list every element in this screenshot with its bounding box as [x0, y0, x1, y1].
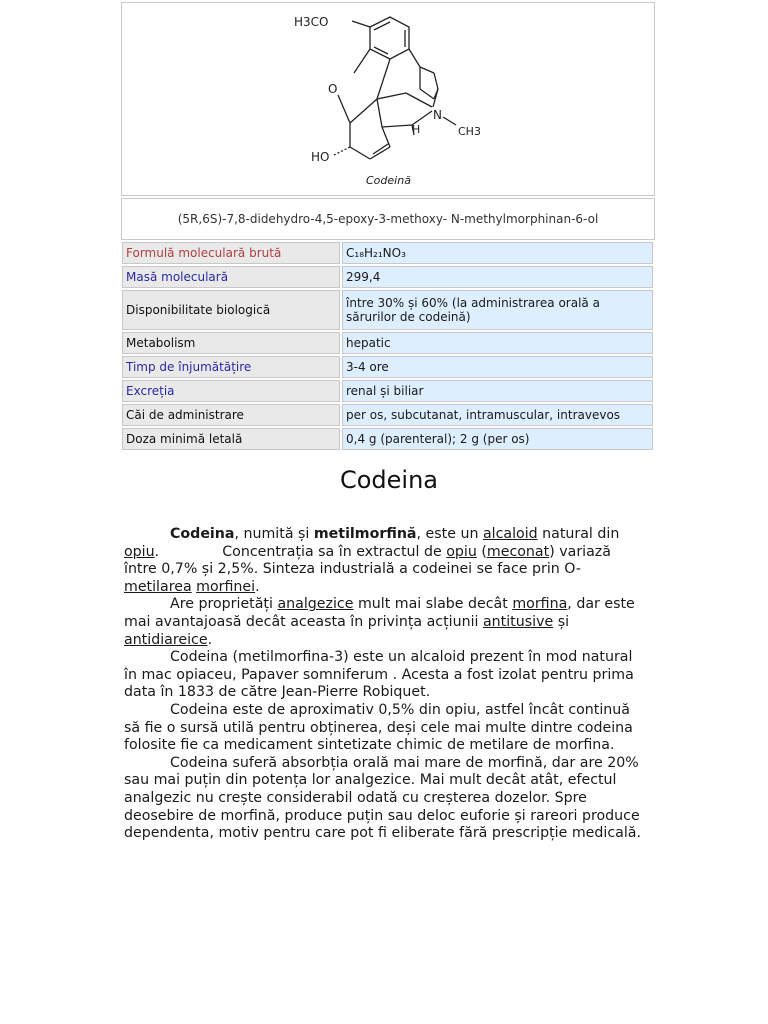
property-row: [122, 332, 653, 354]
hydrogen-label: H: [412, 123, 421, 136]
text-span: , este un: [416, 526, 483, 542]
paragraph-absorption: Codeina suferă absorbția orală mai mare de morfină, dar are 20% sau mai puțin din potența lor analgezice. Mai mult decât atât, efectul analgezic nu crește considerabil odată cu creșterea dozelor. Spre deosebire de morfină, produce puțin sau deloc euforie și rareori produce dependenta, motiv pentru care pot fi eliberate fără prescripție medicală.: [124, 754, 641, 842]
property-row: [122, 380, 653, 402]
page-title: Codeina: [339, 466, 439, 494]
link-metilarea[interactable]: metilarea: [124, 578, 192, 595]
link-alcaloid[interactable]: alcaloid: [482, 526, 538, 542]
property-value: 3-4 ore: [342, 356, 653, 378]
property-key: Disponibilitate biologică: [122, 290, 340, 330]
property-key: Căi de administrare: [122, 404, 340, 426]
text-span: Are proprietăți: [170, 596, 278, 613]
link-opiu-2[interactable]: opiu: [446, 543, 477, 560]
codeine-structure-diagram: [122, 3, 654, 195]
property-value: 299,4: [342, 266, 653, 288]
link-opiu[interactable]: opiu: [124, 543, 155, 560]
iupac-name-text: (5R,6S)-7,8-didehydro-4,5-epoxy-3-methoxy- N-methylmorphinan-6-ol: [177, 212, 599, 226]
nitrogen-label: N: [433, 108, 442, 122]
property-value: renal și biliar: [342, 380, 653, 402]
iupac-name: [121, 198, 655, 240]
property-value: 0,4 g (parenteral); 2 g (per os): [342, 428, 653, 450]
property-value: C₁₈H₂₁NO₃: [342, 242, 653, 264]
link-meconat[interactable]: meconat: [486, 543, 550, 560]
structure-image-panel: [121, 2, 655, 196]
property-row: [122, 428, 653, 450]
link-morfinei[interactable]: morfinei: [196, 578, 256, 595]
property-key: Doza minimă letală: [122, 428, 340, 450]
link-antidiareice[interactable]: antidiareice: [124, 631, 208, 648]
text-span: natural din: [537, 526, 620, 542]
text-span: și: [553, 613, 570, 630]
property-value: între 30% și 60% (la administrarea orală a sărurilor de codeină): [342, 290, 653, 330]
paragraph-content: Codeina este de aproximativ 0,5% din opiu, astfel încât continuă să fie o sursă utilă pentru obținerea, deși cele mai multe dintre codeina folosite fie ca medicament sintetizate chimic de metilare de morfina.: [124, 701, 633, 754]
hydroxyl-label: HO: [311, 150, 330, 164]
text-span: . Concentrația sa în extractul de: [154, 543, 447, 560]
methyl-label: CH3: [458, 125, 481, 138]
property-key: Masă moleculară: [122, 266, 340, 288]
text-span: .: [207, 631, 213, 648]
text-span: (: [476, 543, 487, 560]
text-span: , numită și: [234, 526, 314, 542]
property-value: per os, subcutanat, intramuscular, intravevos: [342, 404, 653, 426]
paragraph-origin: Codeina (metilmorfina-3) este un alcaloid prezent în mod natural în mac opiaceu, Papaver somniferum . Acesta a fost izolat pentru prima data în 1833 de către Jean-Pierre Robiquet.: [124, 649, 634, 701]
property-row: [122, 266, 653, 288]
paragraph-properties: [124, 596, 644, 649]
property-key: Excreția: [122, 380, 340, 402]
properties-table: [120, 240, 655, 452]
text-span: ) variază între 0,7% și 2,5%. Sinteza industrială a codeinei se face prin O-: [124, 543, 611, 578]
property-row: [122, 242, 653, 264]
bold-term-metilmorfina: metilmorfină: [313, 526, 417, 542]
property-row: [122, 356, 653, 378]
property-key: Metabolism: [122, 332, 340, 354]
property-value: hepatic: [342, 332, 653, 354]
structure-caption: Codeină: [366, 174, 411, 187]
bold-term-codeina: Codeina: [170, 526, 235, 542]
oxygen-label: O: [328, 82, 338, 96]
property-row: [122, 404, 653, 426]
paragraph-intro: [124, 526, 644, 596]
property-key: Formulă moleculară brută: [122, 242, 340, 264]
text-span: mult mai slabe decât: [353, 596, 513, 613]
article-body: [124, 526, 644, 843]
link-morfina[interactable]: morfina: [512, 596, 568, 613]
text-span: , dar este mai avantajoasă decât aceasta în privința acțiunii: [124, 596, 635, 630]
link-antitusive[interactable]: antitusive: [482, 613, 554, 630]
link-analgezice[interactable]: analgezice: [277, 596, 354, 613]
text-span: .: [255, 578, 260, 595]
property-key: Timp de înjumătățire: [122, 356, 340, 378]
property-row: [122, 290, 653, 330]
methoxy-label: H3CO: [294, 15, 329, 29]
